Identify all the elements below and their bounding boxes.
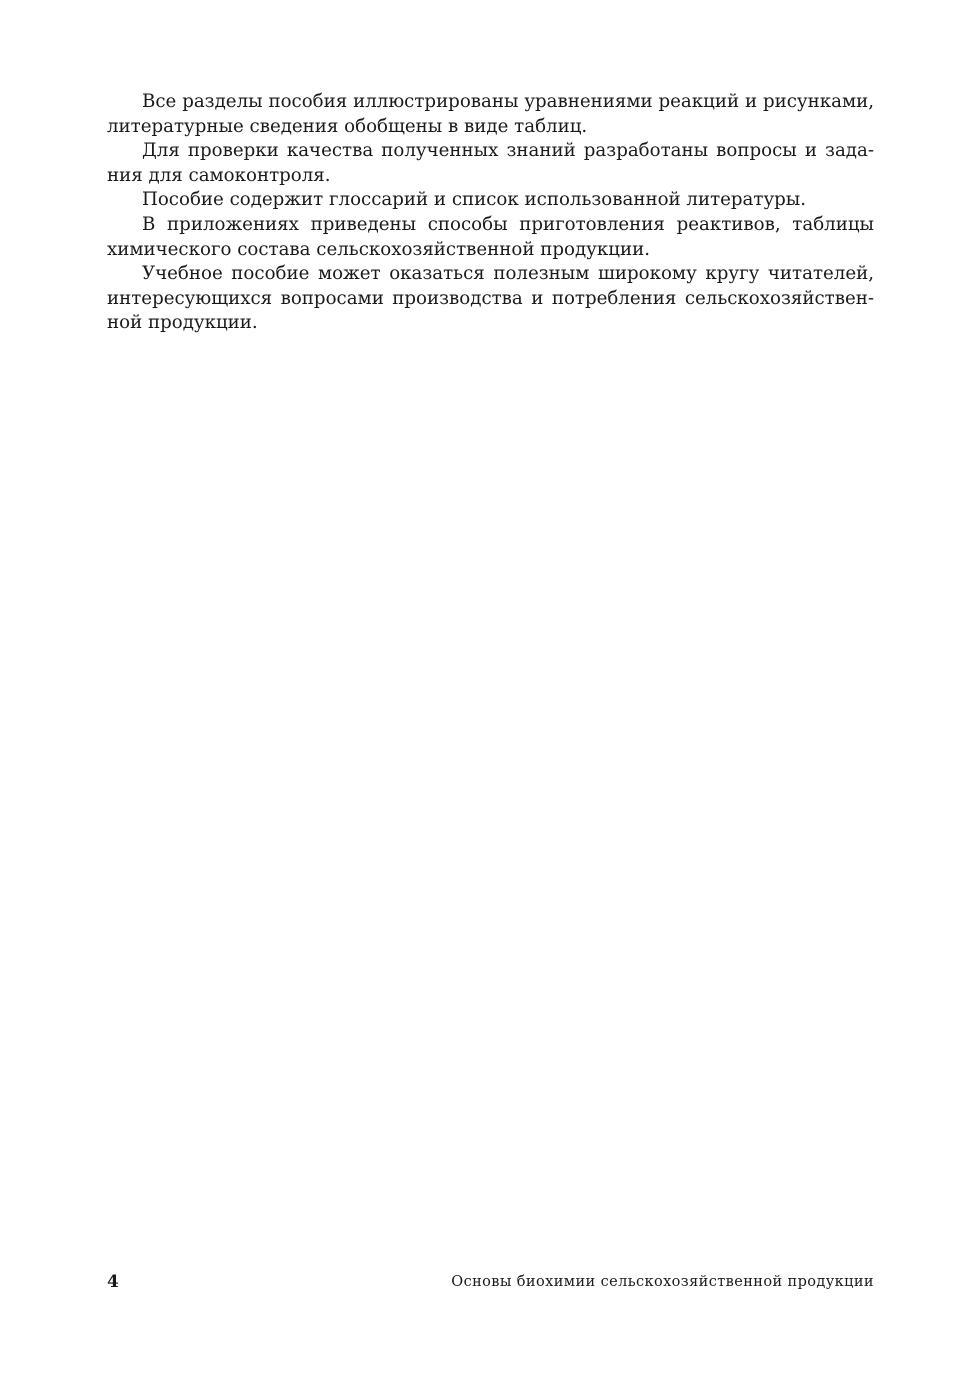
paragraph-1-line-1: Все разделы пособия иллюстрированы уравнениями реакций и рисунками, [142,91,874,112]
paragraph-5-line-3: ной продукции. [107,312,258,334]
paragraph-2-line-1: Для проверки качества полученных знаний разработаны вопросы и зада- [142,140,874,162]
paragraph-4-line-2: химического состава сельскохозяйственной продукции. [107,238,650,260]
body-text [107,90,874,336]
paragraph-4-line-1: В приложениях приведены способы приготовления реактивов, таблицы [142,213,874,235]
paragraph-5-line-2: интересующихся вопросами производства и потребления сельскохозяйствен- [107,287,874,309]
running-title: Основы биохимии сельскохозяйственной продукции [451,1274,874,1290]
paragraph-3-line-1: Пособие содержит глоссарий и список использованной литературы. [142,189,807,211]
paragraph-5-line-1: Учебное пособие может оказаться полезным широкому кругу читателей, [142,263,874,285]
paragraph-2-line-2: ния для самоконтроля. [107,164,331,186]
page-number: 4 [107,1272,119,1292]
page-footer [107,1270,874,1294]
paragraph-1-line-2: литературные сведения обобщены в виде таблиц. [107,115,588,137]
